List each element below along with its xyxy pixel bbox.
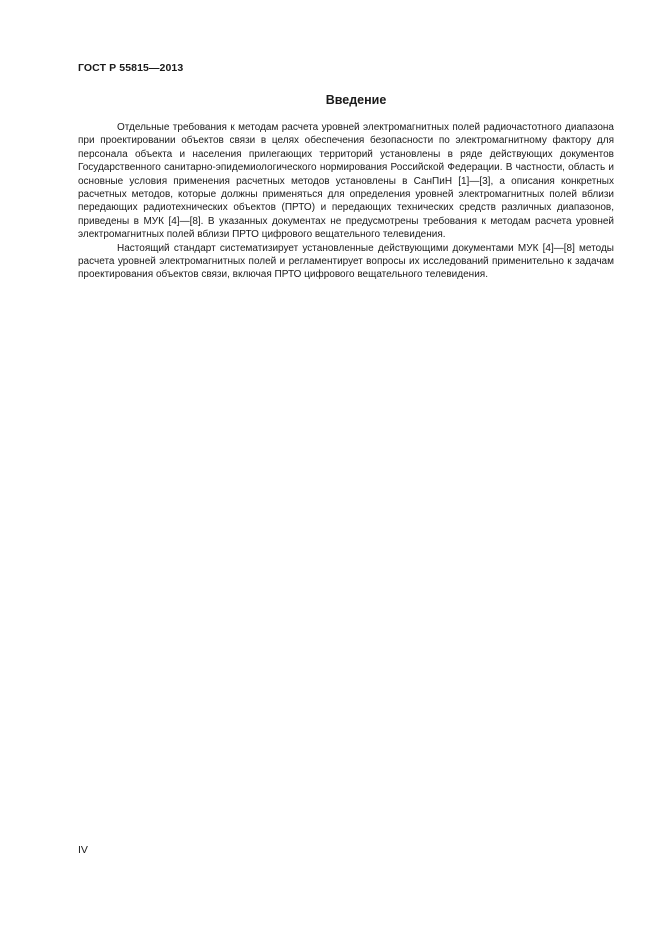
document-id: ГОСТ Р 55815—2013 (78, 62, 184, 74)
section-title: Введение (325, 93, 387, 107)
page-number: IV (78, 844, 88, 856)
body-text (78, 121, 614, 282)
paragraph-1: Отдельные требования к методам расчета уровней электромагнитных полей радиочастотного диапазона при проектировании объектов связи в целях обеспечения безопасности по электромагнитному фактору для персонала объекта и населения прилегающих территорий установлены в ряде действующих документов Государственного санитарно-эпидемиологического нормирования Российской Федерации. В частности, область и основные условия применения расчетных методов установлены в СанПиН [1]—[3], а описания конкретных расчетных методов, которые должны применяться для определения уровней электромагнитных полей вблизи передающих радиотехнических объектов (ПРТО) и передающих технических средств различных диапазонов, приведены в МУК [4]—[8]. В указанных документах не предусмотрены требования к методам расчета уровней электромагнитных полей вблизи ПРТО цифрового вещательного телевидения. (78, 122, 614, 241)
paragraph-2: Настоящий стандарт систематизирует установленные действующими документами МУК [4]—[8] методы расчета уровней электромагнитных полей и регламентирует вопросы их исследований применительно к задачам проектирования объектов связи, включая ПРТО цифрового вещательного телевидения. (78, 242, 614, 281)
